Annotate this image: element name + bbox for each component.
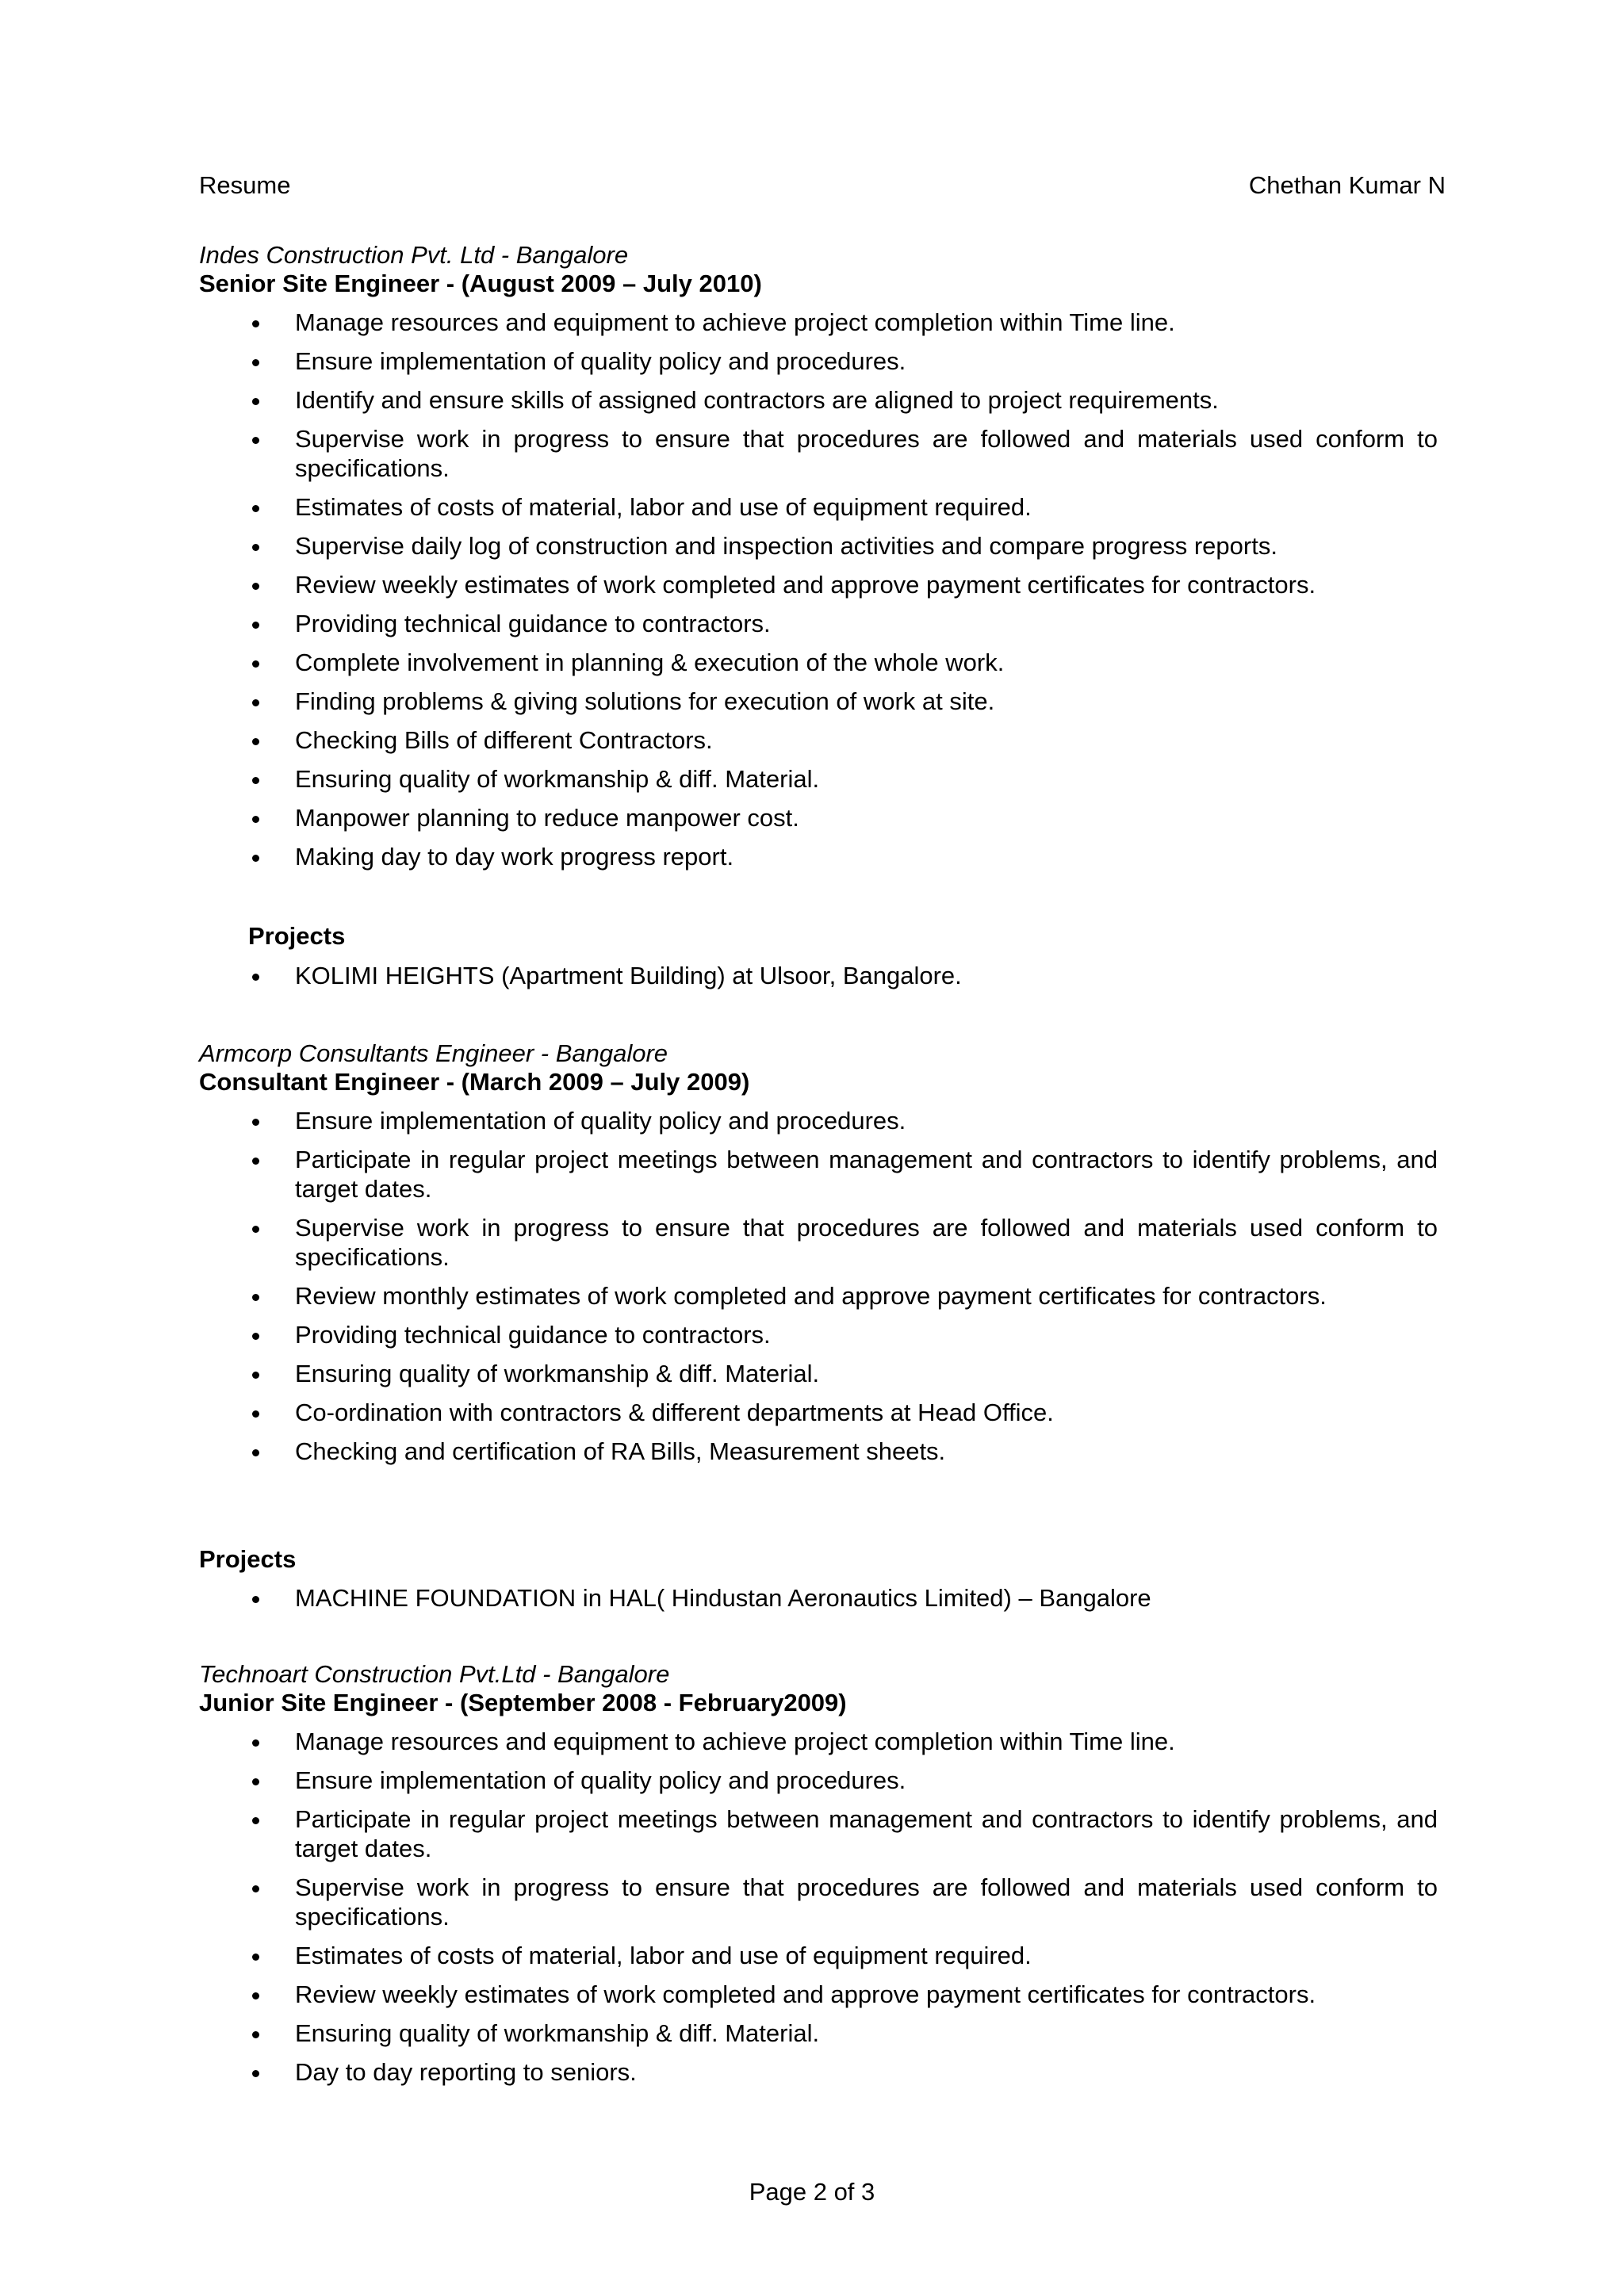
- list-item: Providing technical guidance to contractors.: [199, 609, 1446, 638]
- header-name: Chethan Kumar N: [1248, 171, 1446, 199]
- company-name: Technoart Construction Pvt.Ltd - Bangalore: [199, 1660, 670, 1688]
- list-item: Checking Bills of different Contractors.: [199, 725, 1446, 755]
- list-item: Supervise work in progress to ensure that procedures are followed and materials used conform to specifications.: [199, 424, 1446, 483]
- list-item: MACHINE FOUNDATION in HAL( Hindustan Aeronautics Limited) – Bangalore: [199, 1583, 1446, 1613]
- list-item: Complete involvement in planning & execution of the whole work.: [199, 648, 1446, 677]
- company-name: Indes Construction Pvt. Ltd - Bangalore: [199, 241, 629, 269]
- list-item: Participate in regular project meetings between management and contractors to identify problems, and target dates.: [199, 1804, 1446, 1863]
- list-item: Supervise work in progress to ensure that procedures are followed and materials used conform to specifications.: [199, 1873, 1446, 1931]
- projects-list-armcorp: [199, 1583, 1446, 1613]
- list-item: Review monthly estimates of work completed and approve payment certificates for contractors.: [199, 1281, 1446, 1311]
- company-name: Armcorp Consultants Engineer - Bangalore: [199, 1039, 668, 1067]
- duties-list: [199, 1727, 1446, 2087]
- projects-heading: Projects: [199, 1545, 297, 1573]
- projects-heading: Projects: [248, 922, 346, 950]
- projects-list: [199, 961, 1446, 990]
- page-number: Page 2 of 3: [749, 2178, 875, 2206]
- list-item: Estimates of costs of material, labor and use of equipment required.: [199, 1941, 1446, 1970]
- list-item: Review weekly estimates of work completed and approve payment certificates for contractors.: [199, 570, 1446, 599]
- list-item: Day to day reporting to seniors.: [199, 2057, 1446, 2087]
- list-item: Ensure implementation of quality policy and procedures.: [199, 1106, 1446, 1135]
- list-item: Ensure implementation of quality policy and procedures.: [199, 1766, 1446, 1795]
- list-item: Manage resources and equipment to achieve project completion within Time line.: [199, 1727, 1446, 1756]
- job-section-armcorp: [199, 1039, 1446, 1466]
- list-item: Supervise work in progress to ensure that procedures are followed and materials used conform to specifications.: [199, 1213, 1446, 1272]
- projects-list-indes: [199, 961, 1446, 990]
- projects-heading-armcorp: [199, 1545, 1446, 1574]
- list-item: Participate in regular project meetings between management and contractors to identify problems, and target dates.: [199, 1145, 1446, 1203]
- duties-list: [199, 308, 1446, 871]
- job-role: Junior Site Engineer - (September 2008 - February2009): [199, 1689, 847, 1716]
- projects-heading-indes: [248, 922, 1446, 951]
- list-item: Ensuring quality of workmanship & diff. Material.: [199, 2019, 1446, 2048]
- list-item: Supervise daily log of construction and inspection activities and compare progress reports.: [199, 531, 1446, 561]
- job-section-technoart: [199, 1660, 1446, 2087]
- list-item: Estimates of costs of material, labor and use of equipment required.: [199, 492, 1446, 522]
- list-item: Review weekly estimates of work completed and approve payment certificates for contractors.: [199, 1980, 1446, 2009]
- list-item: Co-ordination with contractors & different departments at Head Office.: [199, 1398, 1446, 1427]
- list-item: Providing technical guidance to contractors.: [199, 1320, 1446, 1349]
- header-title: Resume: [199, 171, 291, 199]
- list-item: Ensuring quality of workmanship & diff. Material.: [199, 764, 1446, 794]
- duties-list: [199, 1106, 1446, 1466]
- list-item: Making day to day work progress report.: [199, 842, 1446, 871]
- list-item: Ensure implementation of quality policy and procedures.: [199, 346, 1446, 376]
- list-item: Manpower planning to reduce manpower cost.: [199, 803, 1446, 832]
- list-item: Finding problems & giving solutions for execution of work at site.: [199, 687, 1446, 716]
- list-item: KOLIMI HEIGHTS (Apartment Building) at Ulsoor, Bangalore.: [199, 961, 1446, 990]
- list-item: Manage resources and equipment to achieve project completion within Time line.: [199, 308, 1446, 337]
- list-item: Ensuring quality of workmanship & diff. Material.: [199, 1359, 1446, 1388]
- job-role: Senior Site Engineer - (August 2009 – July 2010): [199, 270, 762, 297]
- job-role: Consultant Engineer - (March 2009 – July 2009): [199, 1068, 750, 1096]
- list-item: Identify and ensure skills of assigned contractors are aligned to project requirements.: [199, 385, 1446, 415]
- projects-list: [199, 1583, 1446, 1613]
- job-section-indes: [199, 241, 1446, 871]
- list-item: Checking and certification of RA Bills, Measurement sheets.: [199, 1437, 1446, 1466]
